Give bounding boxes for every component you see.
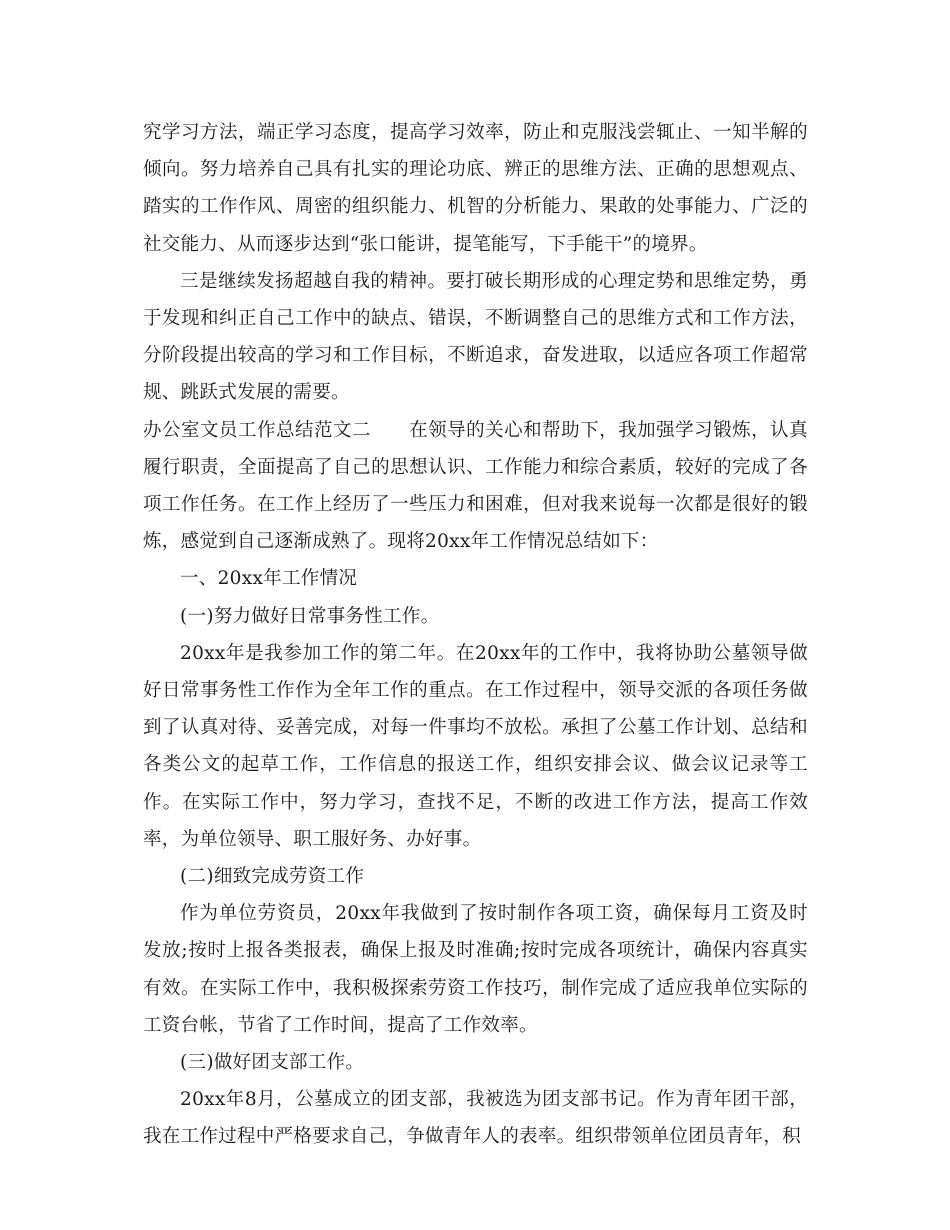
subheading-labor-wages: (二)细致完成劳资工作 [180, 866, 365, 888]
paragraph-self-surpassing: 三是继续发扬超越自我的精神。要打破长期形成的心理定势和思维定势，勇于发现和纠正自己工作中的缺点、错误，不断调整自己的思维方式和工作方法，分阶段提出较高的学习和工作目标，不断追求，奋发进取，以适应各项工作超常规、跳跃式发展的需要。 [143, 270, 808, 404]
section-heading-work-situation: 一、20xx年工作情况 [180, 568, 358, 590]
paragraph-youth-league: 20xx年8月，公墓成立的团支部，我被选为团支部书记。作为青年团干部，我在工作过程中严格要求自己，争做青年人的表率。组织带领单位团员青年，积 [143, 1089, 808, 1148]
paragraph-labor-wages: 作为单位劳资员，20xx年我做到了按时制作各项工资，确保每月工资及时发放;按时上报各类报表，确保上报及时准确;按时完成各项统计，确保内容真实有效。在实际工作中，我积极探索劳资工作技巧，制作完成了适应我单位实际的工资台帐，节省了工作时间，提高了工作效率。 [143, 903, 808, 1036]
subheading-youth-league: (三)做好团支部工作。 [180, 1052, 365, 1074]
subheading-daily-affairs: (一)努力做好日常事务性工作。 [180, 605, 440, 627]
paragraph-daily-affairs: 20xx年是我参加工作的第二年。在20xx年的工作中，我将协助公墓领导做好日常事务性工作作为全年工作的重点。在工作过程中，领导交派的各项任务做到了认真对待、妥善完成，对每一件事均不放松。承担了公墓工作计划、总结和各类公文的起草工作，工作信息的报送工作，组织安排会议、做会议记录等工作。在实际工作中，努力学习，查找不足，不断的改进工作方法，提高工作效率，为单位领导、职工服好务、办好事。 [143, 642, 808, 850]
document-body [143, 114, 808, 1156]
paragraph-study-methods: 究学习方法，端正学习态度，提高学习效率，防止和克服浅尝辄止、一知半解的倾向。努力培养自己具有扎实的理论功底、辨正的思维方法、正确的思想观点、踏实的工作作风、周密的组织能力、机智的分析能力、果敢的处事能力、广泛的社交能力、从而逐步达到“张口能讲，提笔能写，下手能干”的境界。 [143, 122, 808, 255]
paragraph-sample-two-intro: 办公室文员工作总结范文二 在领导的关心和帮助下，我加强学习锻炼，认真履行职责，全面提高了自己的思想认识、工作能力和综合素质，较好的完成了各项工作任务。在工作上经历了一些压力和困难，但对我来说每一次都是很好的锻炼，感觉到自己逐渐成熟了。现将20xx年工作情况总结如下： [143, 419, 808, 553]
